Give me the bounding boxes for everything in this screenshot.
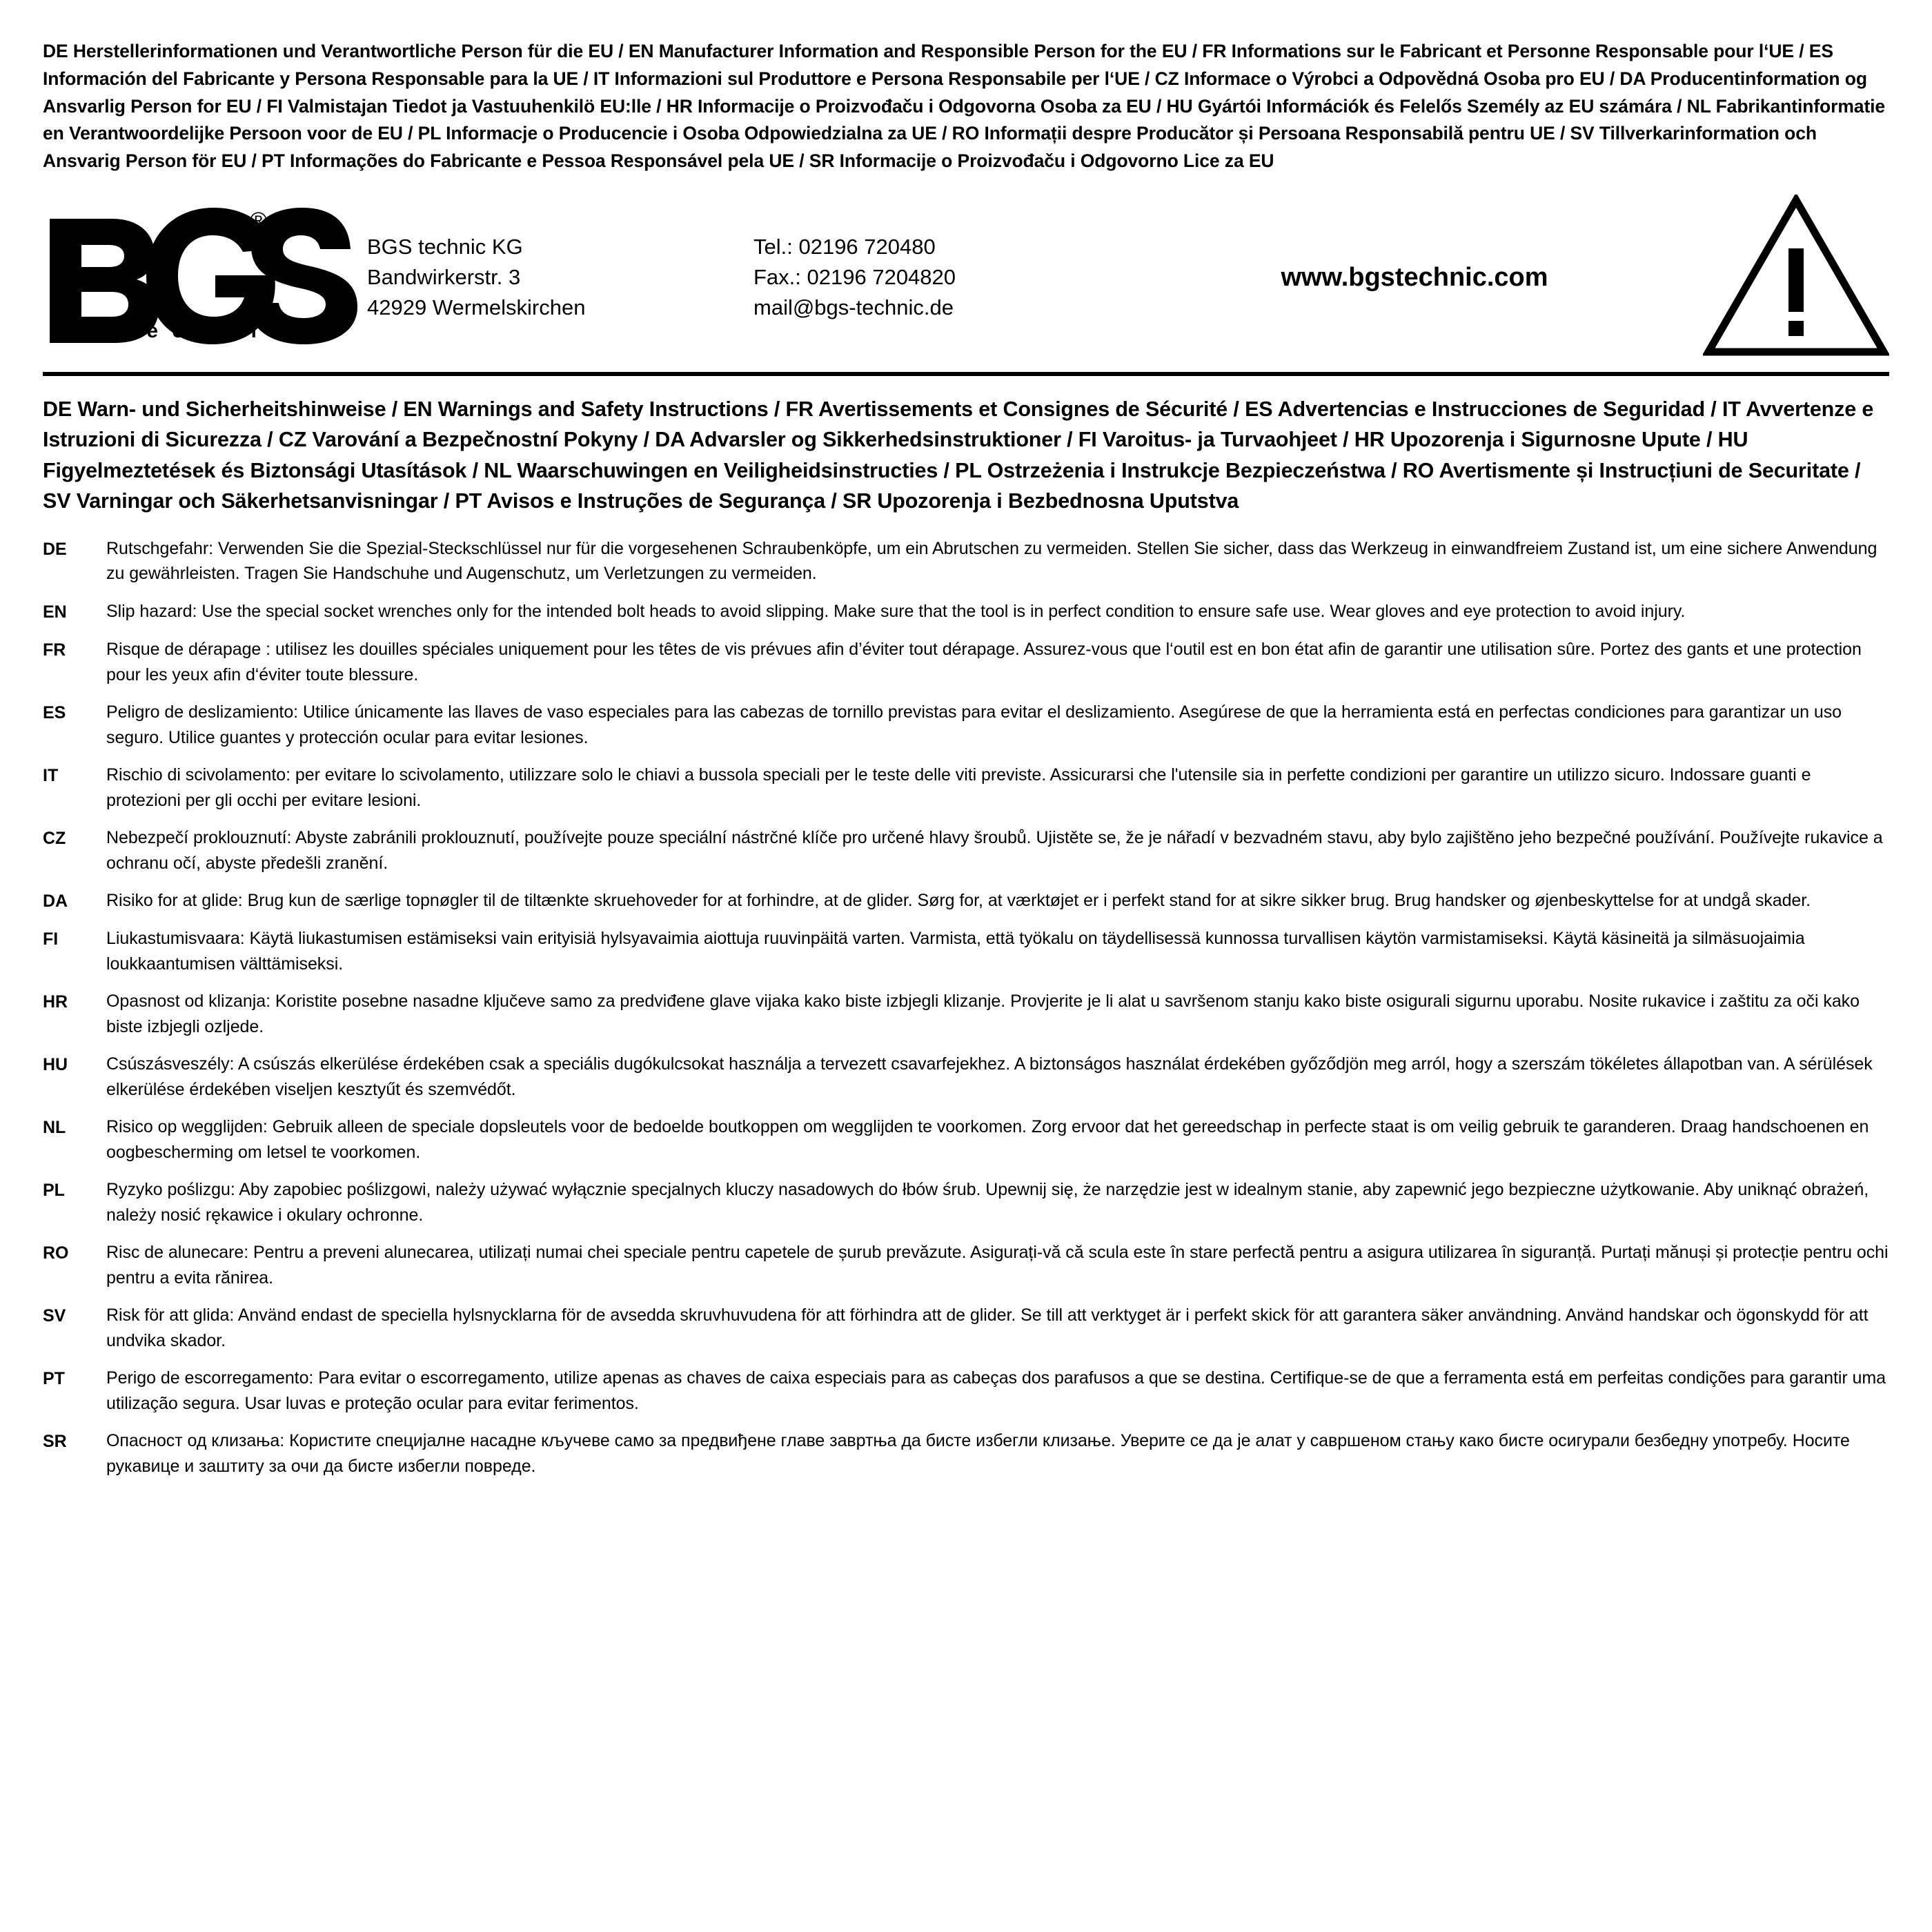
company-contact [753,228,1140,323]
list-item [43,1428,1889,1479]
list-item [43,825,1889,876]
language-code: FR [43,640,66,660]
language-code: DE [43,539,67,559]
language-code: PL [43,1181,65,1201]
list-item [43,1240,1889,1290]
language-code: PT [43,1369,65,1389]
instruction-text: Risk för att glida: Använd endast de speciella hylsnycklarna för de avsedda skruvhuvudena för att förhindra att de glider. Se till att verktyget är i perfekt skick för att garantera säker användning. Använd handskar och ögonskydd för att undvika skador. [106,1305,1869,1350]
list-item [43,700,1889,750]
instruction-text: Risiko for at glide: Brug kun de særlige topnøgler til de tiltænkte skruehoveder for at forhindre, at de glider. Sørg for, at værktøjet er i perfekt stand for at sikre sikker brug. Brug handsker og øjenbeskyttelse for at undgå skader. [106,891,1811,911]
svg-text:t e c h n i c: t e c h n i c [126,319,287,343]
instruction-text: Rischio di scivolamento: per evitare lo scivolamento, utilizzare solo le chiavi a bussola speciali per le teste delle viti previste. Assicurarsi che l'utensile sia in perfette condizioni per garantire un utilizzo sicuro. Indossare guanti e protezioni per gli occhi per evitare lesioni. [106,765,1811,810]
list-item [43,1052,1889,1102]
warnings-section-title: DE Warn- und Sicherheitshinweise / EN Warnings and Safety Instructions / FR Avertissements et Consignes de Sécurité / ES Advertencias e Instrucciones de Seguridad / IT Avvertenze e Istruzioni di Sicurezza / CZ Varování a Bezpečnostní Pokyny / DA Advarsler og Sikkerhedsinstruktioner / FI Varoitus- ja Turvaohjeet / HR Upozorenja i Sigurnosne Upute / HU Figyelmeztetések és Biztonsági Utasítások / NL Waarschuwingen en Veiligheidsinstructies / PL Ostrzeżenia i Instrukcje Bezpieczeństwa / RO Avertismente și Instrucțiuni de Securitate / SV Varningar och Säkerhetsanvisningar / PT Avisos e Instruções de Segurança / SR Upozorenja i Bezbednosna Uputstva [43,397,1874,513]
instruction-text: Nebezpečí proklouznutí: Abyste zabránili proklouznutí, používejte pouze speciální nástrčné klíče pro určené hlavy šroubů. Ujistěte se, že je nářadí v bezvadném stavu, aby bylo zajištěno jeho bezpečné používání. Používejte rukavice a ochranu očí, abyste předešli zranění. [106,828,1883,873]
instruction-text: Risico op wegglijden: Gebruik alleen de speciale dopsleutels voor de bedoelde boutkoppen om wegglijden te voorkomen. Zorg ervoor dat het gereedschap in perfecte staat is om veilig gebruik te garanderen. Draag handschoenen en oogbescherming om letsel te voorkomen. [106,1117,1869,1162]
list-item [43,888,1889,914]
bgs-logo [43,206,367,344]
instruction-text: Risc de alunecare: Pentru a preveni alunecarea, utilizați numai chei speciale pentru capetele de șurub prevăzute. Asigurați-vă că scula este în stare perfectă pentru a asigura utilizarea în siguranță. Purtați mănuși și protecție pentru ochi pentru a evita rănirea. [106,1243,1889,1288]
list-item [43,599,1889,624]
language-code: HU [43,1055,68,1075]
warning-triangle-graphic [1703,195,1889,357]
language-code: DA [43,891,68,911]
list-item [43,1114,1889,1165]
language-code: CZ [43,829,66,849]
company-street: Bandwirkerstr. 3 [367,265,521,290]
company-tel: Tel.: 02196 720480 [753,235,936,259]
list-item [43,1177,1889,1228]
list-item [43,637,1889,687]
list-item [43,1366,1889,1416]
instruction-text: Peligro de deslizamiento: Utilice únicamente las llaves de vaso especiales para las cabezas de tornillo previstas para evitar el deslizamiento. Asegúrese de que la herramienta está en perfectas condiciones para garantizar un uso seguro. Utilice guantes y protección ocular para evitar lesiones. [106,702,1842,747]
language-code: NL [43,1118,66,1138]
list-item [43,536,1889,586]
instruction-text: Risque de dérapage : utilisez les douilles spéciales uniquement pour les têtes de vis prévues afin d’éviter tout dérapage. Assurez-vous que l‘outil est en bon état afin de garantir une utilisation sûre. Portez des gants et une protection pour les yeux afin d‘éviter toute blessure. [106,640,1862,684]
instructions-list [43,536,1889,1479]
language-code: RO [43,1243,69,1263]
list-item [43,1303,1889,1353]
instruction-text: Ryzyko poślizgu: Aby zapobiec poślizgowi, należy używać wyłącznie specjalnych kluczy nasadowych do łbów śrub. Upewnij się, że narzędzie jest w idealnym stanie, aby zapewnić jego bezpieczne użytkowanie. Aby uniknąć obrażeń, należy nosić rękawice i okulary ochronne. [106,1180,1869,1225]
language-code: SR [43,1432,67,1452]
language-code: ES [43,703,66,723]
company-name: BGS technic KG [367,235,523,259]
instruction-text: Slip hazard: Use the special socket wrenches only for the intended bolt heads to avoid slipping. Make sure that the tool is in perfect condition to ensure safe use. Wear gloves and eye protection to avoid injury. [106,601,1686,621]
company-address [367,228,753,323]
instruction-text: Опасност од клизања: Користите специјалне насадне кључеве само за предвиђене главе завртња да бисте избегли клизање. Уверите се да је алат у савршеном стању како бисте осигурали безбедну употребу. Носите рукавице и заштиту за очи да бисте избегли повреде. [106,1431,1850,1476]
instruction-text: Rutschgefahr: Verwenden Sie die Spezial-Steckschlüssel nur für die vorgesehenen Schraubenköpfe, um ein Abrutschen zu vermeiden. Stellen Sie sicher, dass das Werkzeug in einwandfreiem Zustand ist, um eine sichere Anwendung zu gewährleisten. Tragen Sie Handschuhe und Augenschutz, um Verletzungen zu vermeiden. [106,538,1877,584]
manufacturer-info-heading: DE Herstellerinformationen und Verantwortliche Person für die EU / EN Manufacturer Information and Responsible Person for the EU / FR Informations sur le Fabricant et Personne Responsable pour l‘UE / ES Información del Fabricante y Persona Responsable para la UE / IT Informazioni sul Produttore e Persona Responsabile per l‘UE / CZ Informace o Výrobci a Odpovědná Osoba pro EU / DA Producentinformation og Ansvarlig Person for EU / FI Valmistajan Tiedot ja Vastuuhenkilö EU:lle / HR Informacije o Proizvođaču i Odgovorna Osoba za EU / HU Gyártói Információk és Felelős Személy az EU számára / NL Fabrikantinformatie en Verantwoordelijke Persoon voor de EU / PL Informacje o Producencie i Osoba Odpowiedzialna za UE / RO Informații despre Producător și Persoana Responsabilă pentru UE / SV Tillverkarinformation och Ansvarig Person för EU / PT Informações do Fabricante e Pessoa Responsável pela UE / SR Informacije o Proizvođaču i Odgovorno Lice za EU [43,41,1886,171]
company-website[interactable]: www.bgstechnic.com [1281,262,1548,292]
bgs-logo-graphic [43,206,360,344]
company-info-band [43,195,1889,376]
instruction-text: Csúszásveszély: A csúszás elkerülése érdekében csak a speciális dugókulcsokat használja a tervezett csavarfejekhez. A biztonságos használat érdekében győződjön meg arról, hogy a szerszám tökéletes állapotban van. A sérülések elkerülése érdekében viseljen kesztyűt és szemvédőt. [106,1054,1873,1099]
company-city: 42929 Wermelskirchen [367,295,586,320]
language-code: SV [43,1306,66,1326]
company-fax: Fax.: 02196 7204820 [753,265,956,290]
language-code: HR [43,992,68,1012]
instruction-text: Opasnost od klizanja: Koristite posebne nasadne ključeve samo za predviđene glave vijaka kako biste izbjegli klizanje. Provjerite je li alat u savršenom stanju kako biste osigurali sigurnu uporabu. Nosite rukavice i zaštitu za oči kako biste izbjegli ozljede. [106,992,1860,1036]
instruction-text: Perigo de escorregamento: Para evitar o escorregamento, utilize apenas as chaves de caixa especiais para as cabeças dos parafusos a que se destina. Certifique-se de que a ferramenta está em perfeitas condições para garantir uma utilização segura. Usar luvas e proteção ocular para evitar ferimentos. [106,1368,1886,1413]
language-code: IT [43,766,59,786]
list-item [43,762,1889,813]
company-email[interactable]: mail@bgs-technic.de [753,295,954,320]
language-code: FI [43,929,59,949]
svg-text:®: ® [250,208,268,235]
warning-triangle-icon [1689,195,1889,357]
instruction-text: Liukastumisvaara: Käytä liukastumisen estämiseksi vain erityisiä hylsyavaimia aiottuja ruuvinpäitä varten. Varmista, että työkalu on täydellisessä kunnossa turvallisen käytön varmistamiseksi. Käytä käsineitä ja silmäsuojaimia loukkaantumisen välttämiseksi. [106,929,1805,974]
language-code: EN [43,602,67,622]
list-item [43,926,1889,976]
list-item [43,989,1889,1039]
